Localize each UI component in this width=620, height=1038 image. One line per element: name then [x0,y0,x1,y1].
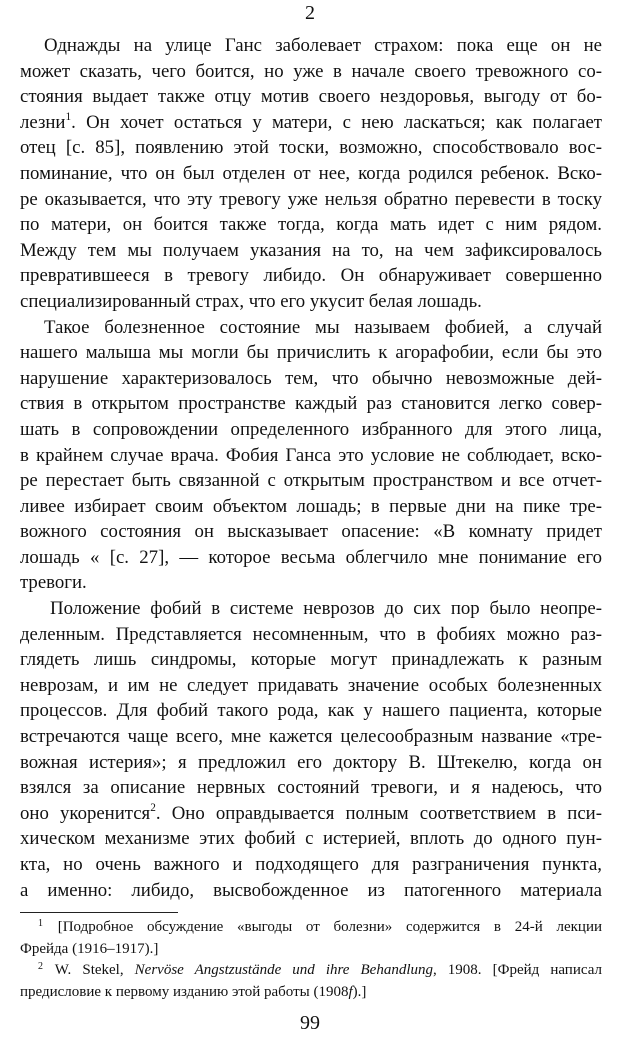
text-line: ствия в открытом пространстве каждый раз становится легко совер- [20,393,602,415]
text-line: лошадь « [с. 27], — которое весьма облегчило мне понимание его [20,546,602,568]
footnote-marker: 2 [38,961,43,972]
text-line: вожная истерия»; я предложил его доктору В. Штекелю, когда он [20,751,602,773]
footnote-italic-letter: f [348,983,353,1000]
text-line: Положение фобий в системе неврозов до сих пор было неопре- [50,598,602,620]
footnote-text: [Подробное обсуждение «выгоды от болезни» содержится в 24-й лекции [57,919,603,935]
text-line: может сказать, чего боится, но уже в начале своего тревожного со- [20,60,602,82]
text-line: отец [с. 85], появлению этой тоски, возможно, способствовало вос- [20,137,602,159]
text-line: нарушение характеризовалось тем, что обычно невозможные дей- [20,367,602,389]
text-line: Такое болезненное состояние мы называем фобией, а случай [44,316,602,338]
text-line: тревоги. [20,572,87,594]
text-line: нашего малыша мы могли бы причислить к агорафобии, если бы это [20,342,602,364]
text-line: а именно: либидо, высвобожденное из патогенного материала [20,879,602,901]
footnote-ref: 2 [150,801,156,814]
text-line: специализированный страх, что его укусит белая лошадь. [20,290,482,312]
footnote-text: предисловие к первому изданию этой работы (1908 [20,983,349,1000]
text-line: взялся за описание нервных состояний тревоги, и я надеюсь, что [20,777,602,799]
footnote-line [20,960,602,982]
footnote-italic-title: Nervöse Angstzustände und ihre Behandlung [134,962,433,978]
text-fragment: . Оно оправдывается полным соответствием в пси- [155,802,602,824]
footnote-text: ).] [352,983,367,1000]
text-line: ливее избирает своим объектом лошадь; в первые дни на пике тре- [20,495,602,517]
footnote-divider [20,912,178,913]
text-line: ре перестает быть связанной с открытым пространством и все отчет- [20,470,602,492]
footnote-line [20,917,602,939]
footnote-text: , 1908. [Фрейд написал [433,962,602,978]
text-fragment: лезни [20,111,66,133]
footnote-line [20,982,602,1004]
text-line: поминание, что он был отделен от нее, когда родился ребенок. Вско- [20,162,602,184]
text-line [20,801,602,827]
footnote-line: Фрейда (1916–1917).] [20,940,159,957]
text-line: вожного состояния он высказывает опасение: «В комнату придет [20,521,602,543]
footnote-text: W. Stekel, [54,962,135,978]
footnotes [20,917,602,1003]
footnote-marker: 1 [38,918,43,929]
text-line: ре оказывается, что эту тревогу уже нельзя обратно перевести в тоску [20,188,602,210]
text-line: Однажды на улице Ганс заболевает страхом: пока еще он не [44,35,602,56]
text-line: Между тем мы получаем указания на то, на чем зафиксировалось [20,239,602,261]
text-line: процессов. Для фобий такого рода, как у нашего пациента, которые [20,700,602,722]
text-fragment: . Он хочет остаться у матери, с нею ласкаться; как полагает [71,111,602,133]
text-line: встречаются чаще всего, мне кажется целесообразным название «тре- [20,726,602,748]
text-line: в крайнем случае врача. Фобия Ганса это условие не соблюдает, вско- [20,444,602,466]
body-text [20,33,602,903]
page-number: 99 [300,1012,320,1034]
text-line: превратившееся в тревогу либидо. Он обнаруживает совершенно [20,265,602,287]
text-line: деленным. Представляется несомненным, что в фобиях можно раз- [20,623,602,645]
chapter-number: 2 [305,2,315,24]
footnote-ref: 1 [65,110,72,123]
text-line: неврозам, и им не следует придавать значение особых болезненных [20,674,602,696]
text-line [20,110,602,136]
text-line: по матери, он боится также тогда, когда мать идет с ним рядом. [20,214,602,236]
text-line: кта, но очень важного и подходящего для разграничения пункта, [20,854,602,875]
text-line: шать в сопровождении определенного избранного для этого лица, [20,418,602,440]
text-line: глядеть лишь синдромы, которые могут принадлежать к разным [20,649,602,671]
text-fragment: оно укоренится [20,802,151,824]
text-line: стояния выдает также отцу мотив своего нездоровья, выгоду от бо- [20,86,602,108]
text-line: хическом механизме этих фобий с истерией, вплоть до одного пун- [20,828,602,850]
